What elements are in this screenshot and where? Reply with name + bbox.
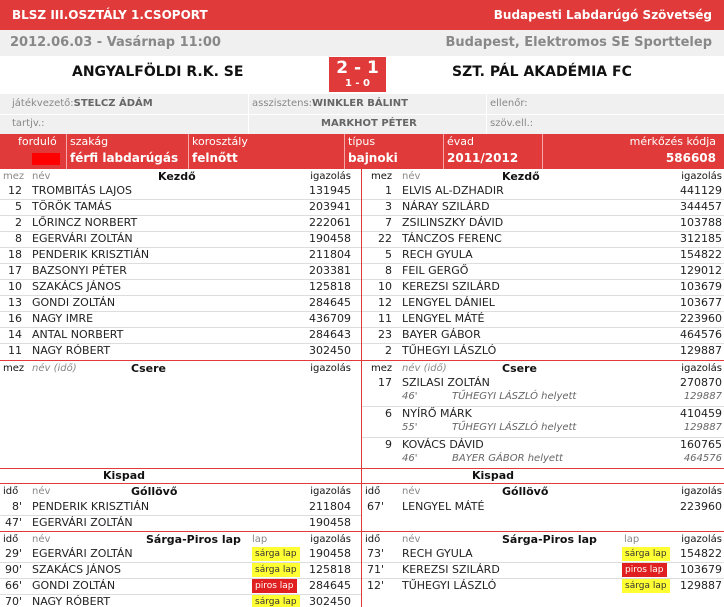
player-license-id: 125818 [309,280,351,293]
player-number: 67' [366,500,384,513]
player-license-id: 203941 [309,200,351,213]
player-name: ANTAL NORBERT [32,328,124,341]
player-name: LENGYEL DÁNIEL [402,296,495,309]
player-license-id: 410459 [680,407,722,420]
player-license-id: 464576 [680,328,722,341]
player-number: 12 [8,184,22,197]
season-value: 2011/2012 [447,151,519,165]
branch-label: szakág [70,135,109,148]
player-license-id: 312185 [680,232,722,245]
away-starters-title: Kezdő [502,170,540,183]
player-number: 22 [378,232,392,245]
replaced-player: TŰHEGYI LÁSZLÓ helyett [452,422,577,433]
home-subs-title: Csere [131,362,166,375]
table-row [362,231,724,247]
home-subs-header: mez név (idő) Csere igazolás [3,362,351,375]
away-team-name: SZT. PÁL AKADÉMIA FC [452,64,632,80]
player-number: 3 [385,200,392,213]
controller-label: ellenőr: [490,98,528,109]
table-row [362,263,724,279]
table-row [362,279,724,295]
type-label: típus [348,135,376,148]
player-license-id: 284643 [309,328,351,341]
table-row [0,515,361,531]
player-license-id: 190458 [309,547,351,560]
player-name: RECH GYULA [402,248,473,261]
player-license-id: 160765 [680,438,722,451]
player-number: 8 [385,264,392,277]
away-starters-header: mez név Kezdő igazolás [371,170,722,183]
player-license-id: 103677 [680,296,722,309]
player-number: 10 [8,280,22,293]
home-cards-header: idő név Sárga-Piros lap lap igazolás [3,533,351,546]
player-number: 5 [385,248,392,261]
home-cards-title: Sárga-Piros lap [146,533,241,546]
player-number: 17 [8,264,22,277]
table-row [0,562,361,578]
red-card-badge: piros lap [622,563,667,577]
player-name: SZAKÁCS JÁNOS [32,563,121,576]
table-row [0,327,361,343]
player-name: EGERVÁRI ZOLTÁN [32,547,133,560]
card-minute: 66' [4,579,22,592]
player-number: 5 [15,200,22,213]
player-license-id: 103679 [680,280,722,293]
table-row [0,199,361,215]
card-minute: 70' [4,595,22,607]
table-row [0,183,361,199]
player-license-id: 436709 [309,312,351,325]
table-row [362,311,724,327]
player-license-id: 211804 [309,248,351,261]
table-row [0,546,361,562]
referee-field: játékvezető:STELCZ ÁDÁM [12,98,153,109]
player-name: NYÍRŐ MÁRK [402,407,472,420]
player-number: 10 [378,280,392,293]
player-name: RECH GYULA [402,547,473,560]
table-row [0,231,361,247]
tartjv-label: tartjv.: [12,118,45,129]
branch-value: férfi labdarúgás [70,151,179,165]
player-name: NAGY IMRE [32,312,94,325]
player-name: NÁRAY SZILÁRD [402,200,490,213]
league-header [0,0,724,30]
match-info-bar [0,134,724,169]
player-license-id: 131945 [309,184,351,197]
player-license-id: 125818 [309,563,351,576]
match-venue: Budapest, Elektromos SE Sporttelep [445,35,712,50]
table-row [0,499,361,515]
player-license-id: 302450 [309,344,351,357]
player-name: TŰHEGYI LÁSZLÓ [402,579,497,592]
table-row [362,406,724,437]
yellow-card-badge: sárga lap [622,547,670,561]
match-date: 2012.06.03 - Vasárnap 11:00 [10,35,221,50]
table-row [0,594,361,607]
table-row [362,437,724,468]
player-license-id: 129012 [680,264,722,277]
round-value-redacted [32,153,60,165]
league-title: BLSZ III.OSZTÁLY 1.CSOPORT [12,8,208,22]
player-name: KEREZSI SZILÁRD [402,563,500,576]
table-row [0,215,361,231]
type-value: bajnoki [348,151,398,165]
player-number: 17 [378,376,392,389]
yellow-card-badge: sárga lap [252,563,300,577]
player-license-id: 129887 [680,344,722,357]
replaced-license-id: 129887 [683,422,722,433]
table-row [0,311,361,327]
card-minute: 73' [366,547,384,560]
table-row [362,546,724,562]
player-name: BAZSONYI PÉTER [32,264,127,277]
table-row [362,499,724,515]
yellow-card-badge: sárga lap [252,595,300,607]
player-name: KOVÁCS DÁVID [402,438,484,451]
player-number: 7 [385,216,392,229]
card-minute: 29' [4,547,22,560]
player-license-id: 302450 [309,595,351,607]
player-number: 14 [8,328,22,341]
table-row [362,578,724,594]
player-number: 2 [385,344,392,357]
yellow-card-badge: sárga lap [622,579,670,593]
table-row [0,295,361,311]
away-scorers-header: idő név Góllövő igazolás [365,485,722,498]
player-number: 1 [385,184,392,197]
player-license-id: 103679 [680,563,722,576]
table-row [0,279,361,295]
yellow-card-badge: sárga lap [252,547,300,561]
player-number: 16 [8,312,22,325]
player-number: 47' [4,516,22,529]
home-bench-title: Kispad [103,469,146,482]
sub-minute: 46' [402,391,418,402]
replaced-player: BAYER GÁBOR helyett [452,453,563,464]
replaced-license-id: 129887 [683,391,722,402]
age-value: felnőtt [192,151,238,165]
table-row [362,247,724,263]
replaced-license-id: 464576 [683,453,722,464]
player-license-id: 223960 [680,312,722,325]
age-label: korosztály [192,135,248,148]
player-name: TÖRÖK TAMÁS [32,200,112,213]
player-number: 11 [378,312,392,325]
player-name: PENDERIK KRISZTIÁN [32,500,150,513]
player-name: GONDI ZOLTÁN [32,579,116,592]
player-name: SZILASI ZOLTÁN [402,376,490,389]
player-license-id: 222061 [309,216,351,229]
player-license-id: 211804 [309,500,351,513]
player-name: FEIL GERGŐ [402,264,469,277]
player-name: PENDERIK KRISZTIÁN [32,248,150,261]
player-license-id: 203381 [309,264,351,277]
away-cards-header: idő név Sárga-Piros lap lap igazolás [365,533,722,546]
player-license-id: 154822 [680,248,722,261]
player-license-id: 284645 [309,579,351,592]
season-label: évad [447,135,475,148]
away-scorers-title: Góllövő [502,485,549,498]
table-row [362,327,724,343]
date-venue-bar [0,30,724,56]
player-number: 9 [385,438,392,451]
player-name: TŰHEGYI LÁSZLÓ [402,344,497,357]
sub-minute: 46' [402,453,418,464]
home-starters-header: mez név Kezdő igazolás [3,170,351,183]
score-box [329,57,386,92]
code-value: 586608 [665,151,716,165]
player-name: LENGYEL MÁTÉ [402,312,485,325]
player-number: 13 [8,296,22,309]
player-license-id: 103788 [680,216,722,229]
player-license-id: 344457 [680,200,722,213]
table-row [362,375,724,406]
player-name: BAYER GÁBOR [402,328,481,341]
player-name: NAGY RÓBERT [32,344,111,357]
player-number: 8 [15,232,22,245]
player-license-id: 190458 [309,232,351,245]
replaced-player: TŰHEGYI LÁSZLÓ helyett [452,391,577,402]
table-row [362,295,724,311]
assistant1-name: WINKLER BÁLINT [312,98,408,109]
card-minute: 12' [366,579,384,592]
home-scorers-header: idő név Góllövő igazolás [3,485,351,498]
card-minute: 90' [4,563,22,576]
table-row [362,562,724,578]
code-label: mérkőzés kódja [629,135,716,148]
card-minute: 71' [366,563,384,576]
federation-name: Budapesti Labdarúgó Szövetség [493,8,712,22]
table-row [0,343,361,359]
assistant2-name: MARKHOT PÉTER [321,118,417,129]
player-name: ELVIS AL-DZHADIR [402,184,504,197]
player-number: 2 [15,216,22,229]
player-license-id: 223960 [680,500,722,513]
player-name: TÁNCZOS FERENC [402,232,502,245]
red-card-badge: piros lap [252,579,297,593]
final-score: 2 - 1 [336,58,379,78]
player-name: LŐRINCZ NORBERT [32,216,138,229]
player-number: 18 [8,248,22,261]
player-name: NAGY RÓBERT [32,595,111,607]
officials-panel [0,94,724,134]
player-number: 8' [11,500,22,513]
player-license-id: 441129 [680,184,722,197]
home-starters-title: Kezdő [158,170,196,183]
assistant-field: asszisztens:WINKLER BÁLINT [252,98,408,109]
table-row [362,183,724,199]
table-row [0,578,361,594]
table-row [0,263,361,279]
player-license-id: 270870 [680,376,722,389]
player-license-id: 190458 [309,516,351,529]
player-name: GONDI ZOLTÁN [32,296,116,309]
player-number: 23 [378,328,392,341]
halftime-score: 1 - 0 [344,78,371,89]
player-number: 11 [8,344,22,357]
table-row [362,199,724,215]
player-name: SZAKÁCS JÁNOS [32,280,121,293]
player-name: KEREZSI SZILÁRD [402,280,500,293]
home-team-name: ANGYALFÖLDI R.K. SE [72,64,244,80]
sub-minute: 55' [402,422,418,433]
table-row [362,215,724,231]
player-name: LENGYEL MÁTÉ [402,500,485,513]
player-name: EGERVÁRI ZOLTÁN [32,516,133,529]
table-row [0,247,361,263]
player-license-id: 154822 [680,547,722,560]
player-number: 12 [378,296,392,309]
player-name: ZSILINSZKY DÁVID [402,216,504,229]
home-scorers-title: Góllövő [131,485,178,498]
away-bench-title: Kispad [472,469,515,482]
away-subs-header: mez név (idő) Csere igazolás [371,362,722,375]
referee-name: STELCZ ÁDÁM [73,98,153,109]
table-row [362,343,724,359]
player-name: EGERVÁRI ZOLTÁN [32,232,133,245]
player-name: TROMBITÁS LAJOS [32,184,132,197]
szovell-label: szöv.ell.: [490,118,534,129]
round-label: forduló [18,135,57,148]
player-license-id: 129887 [680,579,722,592]
away-subs-title: Csere [502,362,537,375]
away-cards-title: Sárga-Piros lap [502,533,597,546]
player-license-id: 284645 [309,296,351,309]
player-number: 6 [385,407,392,420]
